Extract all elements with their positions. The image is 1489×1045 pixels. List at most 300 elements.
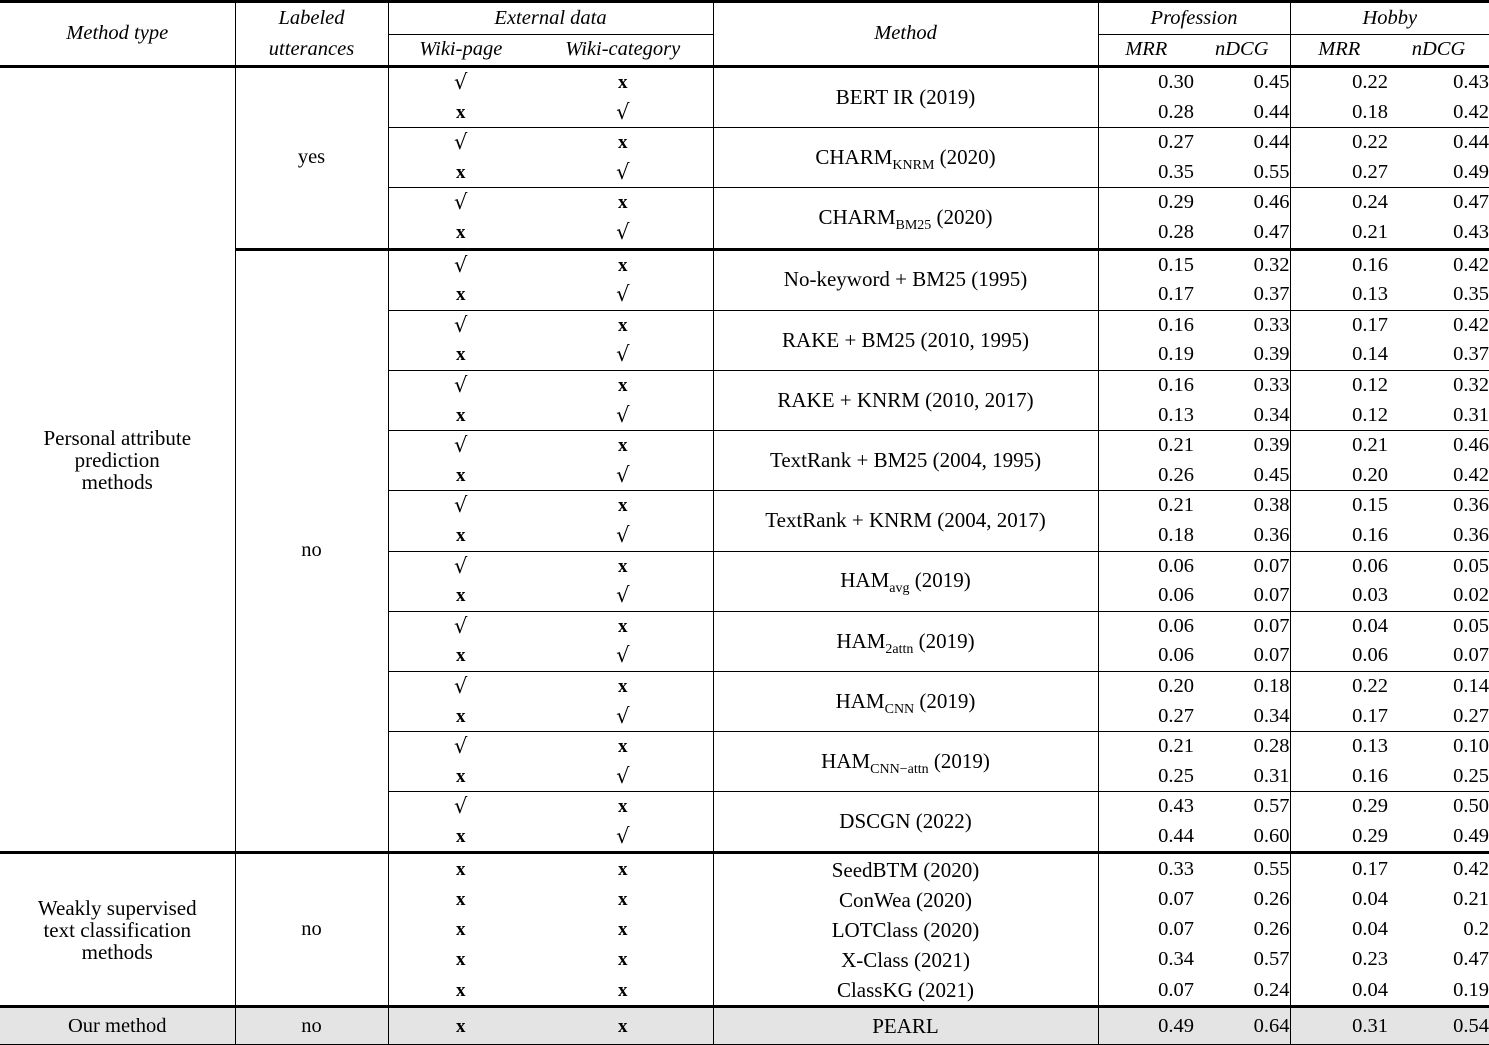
wiki-category-flag: [533, 340, 713, 370]
method-type-line-1: Weakly supervised: [37, 895, 197, 920]
method-cell: [713, 310, 1098, 370]
hobby-ndcg-value: 0.43: [1453, 221, 1489, 243]
hobby-mrr-value: 0.23: [1290, 945, 1388, 975]
wiki-category-flag: [533, 310, 713, 340]
hobby-mrr-value: 0.06: [1290, 641, 1388, 671]
method-cell: ConWea (2020): [713, 885, 1098, 915]
hobby-ndcg-value: 0.32: [1388, 370, 1489, 400]
row-group-method-type: [0, 67, 235, 853]
profession-mrr-value: 0.34: [1098, 945, 1194, 975]
table-row: [0, 67, 1489, 98]
cross-icon: x: [456, 825, 466, 847]
profession-ndcg-value: 0.07: [1194, 611, 1290, 641]
hobby-mrr-value: 0.06: [1290, 551, 1388, 581]
our-method-profession-ndcg: 0.64: [1194, 1007, 1290, 1045]
hobby-mrr-value: 0.22: [1290, 671, 1388, 701]
wiki-page-flag: [388, 491, 533, 521]
hobby-mrr-value: 0.03: [1290, 581, 1388, 611]
wiki-category-flag: [533, 128, 713, 158]
profession-mrr-value: 0.21: [1098, 732, 1194, 762]
hobby-mrr-value: 0.22: [1290, 67, 1388, 98]
profession-ndcg-value: 0.36: [1253, 523, 1290, 546]
wiki-page-flag: [388, 671, 533, 701]
wiki-page-flag: [388, 611, 533, 641]
method-name-subscript: 2attn: [885, 641, 914, 657]
hobby-ndcg-value: 0.2: [1463, 918, 1489, 941]
profession-ndcg-value: 0.57: [1194, 792, 1290, 822]
cross-icon: x: [618, 72, 628, 94]
cross-icon: x: [618, 314, 628, 336]
wiki-page-flag: [388, 218, 533, 249]
profession-ndcg-value: 0.55: [1194, 853, 1290, 885]
method-name: RAKE + BM25 (2010, 1995): [782, 327, 1029, 352]
wiki-category-flag: [533, 701, 713, 731]
method-cell: [713, 792, 1098, 853]
method-cell: [713, 671, 1098, 731]
wiki-page-flag: [388, 792, 533, 822]
method-name: $HAM_{CNN}$ (2019): [835, 688, 976, 717]
cross-icon: x: [618, 374, 628, 396]
hobby-mrr-value: 0.21: [1290, 431, 1388, 461]
wiki-category-flag: [533, 551, 713, 581]
wiki-page-flag: [388, 431, 533, 461]
profession-ndcg-value: 0.26: [1253, 918, 1290, 941]
hobby-ndcg-value: 0.31: [1453, 403, 1489, 426]
profession-mrr-value: 0.16: [1098, 310, 1194, 340]
check-icon: √: [454, 70, 468, 95]
profession-ndcg-value: 0.34: [1253, 704, 1290, 727]
method-name: DSCGN (2022): [839, 809, 972, 834]
profession-ndcg-value: 0.47: [1253, 221, 1290, 243]
wiki-category-flag: [533, 853, 713, 885]
method-type-line-2: prediction: [74, 447, 160, 472]
wiki-page-flag: [388, 188, 533, 218]
profession-mrr-value: 0.13: [1098, 401, 1194, 431]
check-icon: √: [616, 703, 630, 728]
check-icon: √: [454, 553, 468, 578]
wiki-page-flag: [388, 581, 533, 611]
check-icon: √: [454, 613, 468, 638]
profession-mrr-value: 0.15: [1098, 249, 1194, 280]
cross-icon: x: [618, 254, 628, 276]
profession-mrr-value: 0.20: [1098, 671, 1194, 701]
labeled-utterances-value: no: [235, 853, 388, 1007]
hobby-mrr-value: 0.17: [1290, 853, 1388, 885]
method-cell: [713, 249, 1098, 310]
wiki-category-flag: [533, 822, 713, 853]
cross-icon: x: [618, 132, 628, 154]
hobby-mrr-value: 0.13: [1290, 280, 1388, 310]
wiki-page-flag: [388, 762, 533, 792]
hobby-ndcg-value: 0.37: [1453, 343, 1489, 366]
hobby-mrr-value: 0.13: [1290, 732, 1388, 762]
profession-mrr-value: 0.26: [1098, 461, 1194, 491]
wiki-category-flag: [533, 280, 713, 310]
header-wiki-page: Wiki-page: [388, 35, 533, 67]
profession-mrr-value: 0.35: [1098, 158, 1194, 188]
profession-ndcg-value: 0.55: [1253, 160, 1290, 183]
wiki-category-flag: [533, 641, 713, 671]
profession-mrr-value: 0.19: [1098, 340, 1194, 370]
wiki-category-flag: [533, 188, 713, 218]
hobby-mrr-value: 0.24: [1290, 188, 1388, 218]
profession-ndcg-value: 0.39: [1194, 431, 1290, 461]
header-profession: Profession: [1098, 2, 1290, 35]
profession-mrr-value: 0.43: [1098, 792, 1194, 822]
hobby-ndcg-value: 0.25: [1453, 764, 1489, 787]
wiki-page-flag: [388, 370, 533, 400]
method-cell: [713, 431, 1098, 491]
profession-ndcg-value: 0.44: [1194, 128, 1290, 158]
hobby-mrr-value: 0.04: [1290, 611, 1388, 641]
check-icon: √: [616, 402, 630, 427]
our-method-profession-mrr: 0.49: [1098, 1007, 1194, 1045]
hobby-ndcg-value: 0.07: [1453, 644, 1489, 667]
header-profession-ndcg: nDCG: [1194, 35, 1290, 67]
check-icon: √: [454, 372, 468, 397]
wiki-page-flag: [388, 340, 533, 370]
wiki-page-flag: [388, 67, 533, 98]
cross-icon: x: [456, 222, 466, 243]
profession-ndcg-value: 0.37: [1253, 283, 1290, 306]
profession-ndcg-value: 0.39: [1253, 343, 1290, 366]
hobby-ndcg-value: 0.42: [1453, 100, 1489, 123]
method-name: $HAM_{avg}$ (2019): [840, 568, 971, 597]
hobby-mrr-value: 0.21: [1290, 218, 1388, 249]
cross-icon: x: [456, 949, 466, 971]
wiki-page-flag: [388, 641, 533, 671]
profession-mrr-value: 0.16: [1098, 370, 1194, 400]
wiki-category-flag: [533, 401, 713, 431]
profession-ndcg-value: 0.46: [1194, 188, 1290, 218]
wiki-category-flag: [533, 671, 713, 701]
wiki-page-flag: [388, 975, 533, 1007]
wiki-page-flag: [388, 461, 533, 491]
check-icon: √: [454, 190, 468, 215]
hobby-ndcg-value: 0.42: [1453, 463, 1489, 486]
cross-icon: x: [456, 858, 466, 880]
wiki-category-flag: [533, 885, 713, 915]
hobby-mrr-value: 0.04: [1290, 975, 1388, 1007]
method-cell: [713, 67, 1098, 128]
method-name-subscript: CNN: [884, 701, 915, 717]
method-type-line-1: Personal attribute: [43, 425, 192, 450]
check-icon: √: [616, 823, 630, 848]
header-hobby: Hobby: [1290, 2, 1489, 35]
wiki-page-flag: [388, 280, 533, 310]
profession-mrr-value: 0.06: [1098, 611, 1194, 641]
profession-ndcg-value: 0.18: [1194, 671, 1290, 701]
profession-mrr-value: 0.44: [1098, 822, 1194, 853]
check-icon: √: [454, 794, 468, 819]
wiki-category-flag: [533, 249, 713, 280]
wiki-category-flag: [533, 975, 713, 1007]
profession-mrr-value: 0.07: [1098, 975, 1194, 1007]
hobby-ndcg-value: 0.19: [1453, 978, 1489, 1001]
wiki-page-flag: [388, 401, 533, 431]
wiki-category-flag: [533, 762, 713, 792]
check-icon: √: [454, 493, 468, 518]
hobby-ndcg-value: 0.05: [1388, 611, 1489, 641]
check-icon: √: [616, 282, 630, 307]
check-icon: √: [454, 673, 468, 698]
profession-mrr-value: 0.27: [1098, 701, 1194, 731]
method-name: $HAM_{2attn}$ (2019): [836, 628, 975, 657]
wiki-page-flag: [388, 701, 533, 731]
profession-mrr-value: 0.06: [1098, 641, 1194, 671]
check-icon: √: [616, 763, 630, 788]
profession-mrr-value: 0.21: [1098, 491, 1194, 521]
wiki-page-flag: [388, 249, 533, 280]
cross-icon: x: [618, 435, 628, 457]
cross-icon: x: [456, 645, 466, 667]
profession-ndcg-value: 0.07: [1253, 584, 1290, 607]
method-cell: [713, 370, 1098, 430]
profession-mrr-value: 0.28: [1098, 218, 1194, 249]
method-cell: [713, 188, 1098, 249]
cross-icon: x: [456, 344, 466, 366]
hobby-ndcg-value: 0.50: [1388, 792, 1489, 822]
cross-icon: x: [456, 888, 466, 910]
hobby-ndcg-value: 0.35: [1453, 283, 1489, 306]
profession-ndcg-value: 0.45: [1253, 463, 1290, 486]
our-method-hobby-mrr: 0.31: [1290, 1007, 1388, 1045]
check-icon: √: [454, 312, 468, 337]
cross-icon: x: [618, 919, 628, 941]
profession-mrr-value: 0.28: [1098, 98, 1194, 128]
cross-icon: x: [456, 1015, 466, 1037]
method-cell: [713, 551, 1098, 611]
check-icon: √: [616, 342, 630, 367]
header-hobby-mrr: MRR: [1290, 35, 1388, 67]
hobby-mrr-value: 0.16: [1290, 249, 1388, 280]
method-cell: [713, 491, 1098, 551]
hobby-ndcg-value: 0.47: [1453, 948, 1489, 971]
hobby-ndcg-value: 0.14: [1388, 671, 1489, 701]
profession-ndcg-value: 0.44: [1253, 100, 1290, 123]
method-name: RAKE + KNRM (2010, 2017): [777, 387, 1034, 412]
hobby-mrr-value: 0.16: [1290, 762, 1388, 792]
hobby-ndcg-value: 0.36: [1453, 523, 1489, 546]
profession-mrr-value: 0.21: [1098, 431, 1194, 461]
profession-mrr-value: 0.33: [1098, 853, 1194, 885]
hobby-mrr-value: 0.12: [1290, 401, 1388, 431]
cross-icon: x: [456, 705, 466, 727]
hobby-mrr-value: 0.27: [1290, 158, 1388, 188]
method-name: TextRank + KNRM (2004, 2017): [765, 508, 1046, 533]
our-method-wiki-page-flag: [388, 1007, 533, 1045]
wiki-category-flag: [533, 98, 713, 128]
wiki-page-flag: [388, 885, 533, 915]
method-type-line-2: text classification: [43, 917, 192, 942]
wiki-page-flag: [388, 853, 533, 885]
wiki-category-flag: [533, 158, 713, 188]
hobby-mrr-value: 0.20: [1290, 461, 1388, 491]
header-method-type: Method type: [0, 2, 235, 67]
profession-ndcg-value: 0.34: [1253, 403, 1290, 426]
header-labeled-utterances-line1: Labeled: [235, 2, 388, 35]
hobby-ndcg-value: 0.02: [1453, 584, 1489, 607]
cross-icon: x: [456, 161, 466, 183]
method-name-subscript: avg: [889, 581, 910, 597]
hobby-mrr-value: 0.16: [1290, 521, 1388, 551]
wiki-page-flag: [388, 128, 533, 158]
cross-icon: x: [456, 919, 466, 941]
hobby-ndcg-value: 0.21: [1453, 887, 1489, 910]
hobby-mrr-value: 0.18: [1290, 98, 1388, 128]
hobby-ndcg-value: 0.42: [1388, 853, 1489, 885]
labeled-utterances-value: yes: [235, 67, 388, 250]
profession-mrr-value: 0.07: [1098, 885, 1194, 915]
our-method-row: [0, 1007, 1489, 1045]
hobby-ndcg-value: 0.44: [1388, 128, 1489, 158]
cross-icon: x: [618, 192, 628, 214]
wiki-category-flag: [533, 461, 713, 491]
method-type-line-3: methods: [81, 469, 153, 494]
hobby-mrr-value: 0.17: [1290, 310, 1388, 340]
hobby-mrr-value: 0.04: [1290, 885, 1388, 915]
wiki-category-flag: [533, 611, 713, 641]
cross-icon: x: [618, 979, 628, 1001]
hobby-mrr-value: 0.17: [1290, 701, 1388, 731]
cross-icon: x: [456, 464, 466, 486]
profession-ndcg-value: 0.60: [1253, 824, 1290, 847]
profession-mrr-value: 0.17: [1098, 280, 1194, 310]
hobby-ndcg-value: 0.27: [1453, 704, 1489, 727]
our-method-name: PEARL: [713, 1007, 1098, 1045]
method-cell: SeedBTM (2020): [713, 853, 1098, 885]
wiki-category-flag: [533, 431, 713, 461]
cross-icon: x: [456, 284, 466, 306]
cross-icon: x: [618, 495, 628, 517]
hobby-ndcg-value: 0.46: [1388, 431, 1489, 461]
check-icon: √: [616, 522, 630, 547]
our-method-labeled: no: [235, 1007, 388, 1045]
cross-icon: x: [456, 524, 466, 546]
profession-ndcg-value: 0.07: [1253, 644, 1290, 667]
check-icon: √: [454, 433, 468, 458]
profession-mrr-value: 0.06: [1098, 581, 1194, 611]
our-method-type: Our method: [0, 1007, 235, 1045]
cross-icon: x: [618, 736, 628, 758]
cross-icon: x: [618, 888, 628, 910]
wiki-page-flag: [388, 521, 533, 551]
profession-ndcg-value: 0.33: [1194, 310, 1290, 340]
wiki-page-flag: [388, 98, 533, 128]
cross-icon: x: [618, 858, 628, 880]
profession-ndcg-value: 0.24: [1253, 978, 1290, 1001]
cross-icon: x: [618, 555, 628, 577]
check-icon: √: [454, 734, 468, 759]
row-group-method-type: [0, 853, 235, 1007]
table-body: [0, 67, 1489, 1045]
profession-ndcg-value: 0.33: [1194, 370, 1290, 400]
header-hobby-ndcg: nDCG: [1388, 35, 1489, 67]
hobby-mrr-value: 0.29: [1290, 792, 1388, 822]
method-cell: [713, 732, 1098, 792]
method-name: $CHARM_{KNRM}$ (2020): [815, 145, 996, 174]
hobby-ndcg-value: 0.05: [1388, 551, 1489, 581]
our-method-hobby-ndcg: 0.54: [1388, 1007, 1489, 1045]
header-method: Method: [713, 2, 1098, 67]
profession-ndcg-value: 0.31: [1253, 764, 1290, 787]
hobby-ndcg-value: 0.49: [1453, 160, 1489, 183]
cross-icon: x: [456, 765, 466, 787]
table-header: [0, 2, 1489, 67]
method-cell: ClassKG (2021): [713, 975, 1098, 1007]
method-name: No-keyword + BM25 (1995): [783, 267, 1028, 292]
hobby-ndcg-value: 0.42: [1388, 249, 1489, 280]
wiki-page-flag: [388, 945, 533, 975]
profession-ndcg-value: 0.28: [1194, 732, 1290, 762]
check-icon: √: [454, 130, 468, 155]
cross-icon: x: [618, 615, 628, 637]
check-icon: √: [616, 159, 630, 184]
table-row: [0, 853, 1489, 885]
wiki-category-flag: [533, 732, 713, 762]
cross-icon: x: [456, 101, 466, 123]
wiki-category-flag: [533, 491, 713, 521]
hobby-mrr-value: 0.15: [1290, 491, 1388, 521]
hobby-ndcg-value: 0.47: [1388, 188, 1489, 218]
wiki-category-flag: [533, 521, 713, 551]
method-name: TextRank + BM25 (2004, 1995): [769, 447, 1042, 472]
method-cell: LOTClass (2020): [713, 915, 1098, 945]
profession-mrr-value: 0.07: [1098, 915, 1194, 945]
check-icon: √: [616, 99, 630, 124]
profession-ndcg-value: 0.45: [1253, 71, 1290, 94]
hobby-ndcg-value: 0.49: [1453, 824, 1489, 847]
hobby-mrr-value: 0.14: [1290, 340, 1388, 370]
wiki-page-flag: [388, 551, 533, 581]
method-type-line-3: methods: [81, 939, 153, 964]
profession-ndcg-value: 0.32: [1194, 249, 1290, 280]
profession-ndcg-value: 0.07: [1194, 551, 1290, 581]
check-icon: √: [616, 220, 630, 244]
cross-icon: x: [456, 979, 466, 1001]
wiki-category-flag: [533, 218, 713, 249]
method-cell: X-Class (2021): [713, 945, 1098, 975]
method-cell: [713, 611, 1098, 671]
profession-ndcg-value: 0.26: [1253, 887, 1290, 910]
check-icon: √: [616, 583, 630, 608]
method-name-subscript: CNN−attn: [870, 762, 929, 778]
wiki-category-flag: [533, 581, 713, 611]
wiki-category-flag: [533, 915, 713, 945]
method-name: $HAM_{CNN-attn}$ (2019): [821, 748, 990, 778]
wiki-category-flag: [533, 370, 713, 400]
wiki-page-flag: [388, 915, 533, 945]
profession-mrr-value: 0.25: [1098, 762, 1194, 792]
wiki-category-flag: [533, 792, 713, 822]
wiki-category-flag: [533, 945, 713, 975]
method-cell: [713, 128, 1098, 188]
wiki-page-flag: [388, 158, 533, 188]
hobby-ndcg-value: 0.36: [1388, 491, 1489, 521]
method-name: BERT IR (2019): [835, 84, 976, 109]
profession-mrr-value: 0.06: [1098, 551, 1194, 581]
wiki-page-flag: [388, 822, 533, 853]
method-name: $CHARM_{BM25}$ (2020): [818, 205, 993, 234]
hobby-mrr-value: 0.12: [1290, 370, 1388, 400]
check-icon: √: [616, 643, 630, 668]
profession-mrr-value: 0.27: [1098, 128, 1194, 158]
cross-icon: x: [618, 1015, 628, 1037]
wiki-page-flag: [388, 310, 533, 340]
header-row-top: [0, 2, 1489, 35]
cross-icon: x: [456, 585, 466, 607]
profession-mrr-value: 0.18: [1098, 521, 1194, 551]
